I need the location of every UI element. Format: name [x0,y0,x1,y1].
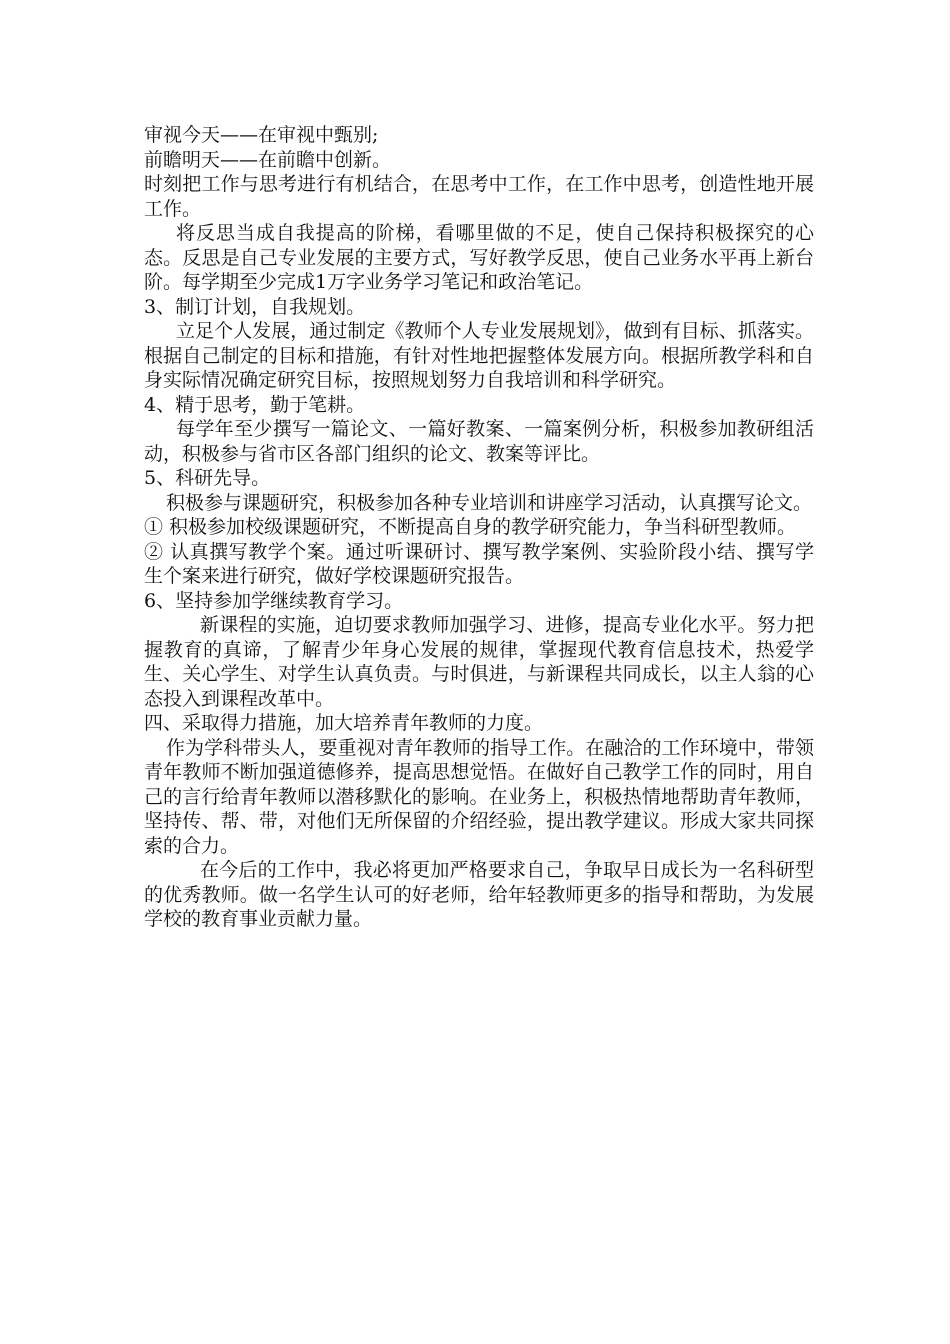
section-heading: 3、制订计划，自我规划。 [144,295,366,318]
paragraph: 立足个人发展，通过制定《教师个人专业发展规划》，做到有目标、抓落实。根据自己制定的目标和措施，有针对性地把握整体发展方向。根据所教学科和自身实际情况确定研究目标，按照规划努力自我培训和科学研究。 [144,320,814,391]
list-item: ① 积极参加校级课题研究，不断提高自身的教学研究能力，争当科研型教师。 [144,516,797,538]
section-heading: 4、精于思考，勤于笔耕。 [144,393,366,416]
paragraph: 前瞻明天——在前瞻中创新。 [144,148,392,171]
paragraph: 作为学科带头人，要重视对青年教师的指导工作。在融洽的工作环境中，带领青年教师不断加强道德修养，提高思想觉悟。在做好自己教学工作的同时，用自己的言行给青年教师以潜移默化的影响。在业务上，积极热情地帮助青年教师，坚持传、帮、带，对他们无所保留的介绍经验，提出教学建议。形成大家共同探索的合力。 [144,736,814,857]
section-heading: 6、坚持参加学继续教育学习。 [144,589,404,612]
paragraph: 时刻把工作与思考进行有机结合，在思考中工作，在工作中思考，创造性地开展工作。 [144,173,814,220]
paragraph: 积极参与课题研究，积极参加各种专业培训和讲座学习活动，认真撰写论文。 [166,491,813,514]
paragraph: 将反思当成自我提高的阶梯，看哪里做的不足，使自己保持积极探究的心态。反思是自己专业发展的主要方式，写好教学反思，使自己业务水平再上新台阶。每学期至少完成1万字业务学习笔记和政治笔记。 [144,222,814,293]
paragraph: 在今后的工作中，我必将更加严格要求自己，争取早日成长为一名科研型的优秀教师。做一名学生认可的好老师，给年轻教师更多的指导和帮助，为发展学校的教育事业贡献力量。 [144,859,814,930]
list-item: ② 认真撰写教学个案。通过听课研讨、撰写教学案例、实验阶段小结、撰写学生个案来进行研究，做好学校课题研究报告。 [144,540,814,587]
paragraph: 每学年至少撰写一篇论文、一篇好教案、一篇案例分析，积极参加教研组活动，积极参与省市区各部门组织的论文、教案等评比。 [144,418,814,465]
document-body [144,123,814,932]
paragraph: 新课程的实施，迫切要求教师加强学习、进修，提高专业化水平。努力把握教育的真谛，了解青少年身心发展的规律，掌握现代教育信息技术，热爱学生、关心学生、对学生认真负责。与时俱进，与新课程共同成长，以主人翁的心态投入到课程改革中。 [144,614,814,710]
paragraph: 审视今天——在审视中甄别; [144,124,379,146]
section-heading: 四、采取得力措施，加大培养青年教师的力度。 [144,712,544,734]
section-heading: 5、科研先导。 [144,467,271,489]
